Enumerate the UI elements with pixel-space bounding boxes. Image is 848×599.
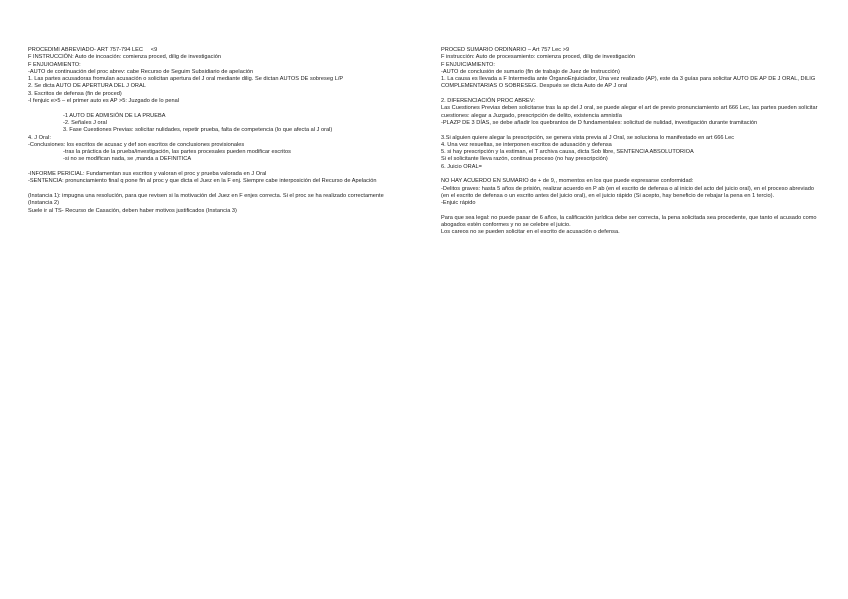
text-line: (Instancia 1): impugna una resolución, para que revisen si la motivación del Juez en F enjes correcta. Si el proc se ha realizado correctamente (Instancia 2) xyxy=(28,192,386,207)
text-line: 1. La causa es llevada a F Intermedia ante ÓrganoEnjuiciador, Una vez realizado (AP), este da 3 guías para solicitar AUTO DE AP DE J ORAL, DILIG COMPLEMENTARIAS O SOBRESEG. Después se dicta Auto de AP J oral xyxy=(441,76,817,90)
subheading: 2. DIFERENCIACIÓN PROC ABREV: xyxy=(441,98,535,105)
text-line: 2. Se dicta AUTO DE APERTURA DEL J ORAL xyxy=(28,83,146,90)
text-line: -PLAZP DE 3 DÍAS, se debe añadir los quebrantos de D fundamentales: solicitud de nulidad, investigación durante tramitación xyxy=(441,119,758,126)
subheading: F ENJUIOAMIENTO: xyxy=(28,61,81,68)
spacer xyxy=(28,105,398,112)
text-line: F instrucción: Auto de procesamiento: comienza proced, dilig de investigación xyxy=(441,54,636,61)
heading-ordinary-summary: PROCED SUMARIO ORDINARIO – Art 757 Lec >9 xyxy=(441,47,570,53)
text-line: -I fenjuic e>5 – el primer auto es AP >5: Juzgado de lo penal xyxy=(28,98,180,105)
text-line: -AUTO de continuación del proc abrev: cabe Recurso de Seguim Subsidiario de apelación xyxy=(28,68,254,75)
spacer xyxy=(28,186,398,193)
text-line: -Delitos graves: hasta 5 años de prisión, realizar acuerdo en P ab (en el escrito de defensa o al inicio del acto del juicio oral), en el proceso abreviado (en el escrito de defensa o un escrito antes del juicio oral), en el juicio rápido (Si acepto, hay beneficio de rebajar la pena en 1 tercio). xyxy=(441,185,816,199)
text-line: 4. Una vez resueltas, se interponen escritos de adusación y defensa xyxy=(441,141,612,148)
right-column xyxy=(441,47,821,237)
spacer xyxy=(441,127,821,134)
text-line: F INSTRUCCIÓN: Auto de incoación: comienza proced, dilig de investigación xyxy=(28,54,221,61)
text-line: Las Cuestiones Previas deben solicitarse tras la ap del J oral, se puede alegar el art de previo pronunciamiento art 666 Lec, las partes pueden solicitar cuestiones: alegar a Juzgado, prescripción de delito, existencia amnistía xyxy=(441,105,820,119)
text-line: -SENTENCIA: pronunciamiento final q pone fin al proc y que dicta el Juez en la F enj. Siempre cabe interposición del Recurso de Apelación xyxy=(28,178,377,185)
text-line: -tras la práctica de la prueba/investigación, las partes procesales pueden modificar escritos xyxy=(63,149,291,156)
text-line: 3. Fase Cuestiones Previas: solicitar nulidades, repetir prueba, falta de competencia (lo que afecta al J oral) xyxy=(63,127,333,134)
text-line: -INFORME PERICIAL: Fundamentan sus escritos y valoran el proc y prueba valorada en J Oral xyxy=(28,171,267,178)
text-line: Para que sea legal: no puede pasar de 6 años, la calificación jurídica debe ser correcta, la pena solicitada sea procedente, que tanto el acusado como abogados estén conformes y no se celebre el juicio. xyxy=(441,214,819,229)
text-line: 3. Escritos de defensa (fin de proced) xyxy=(28,90,122,97)
text-line: 1. Las partes acusadoras fromulan acusación o solicitan apertura del J oral mediante dilig. Se dictan AUTOS DE sobreseg L/P xyxy=(28,76,344,83)
subheading: F ENJUICIAMIENTO: xyxy=(441,61,496,68)
text-line: 3.Si alguien quiere alegar la prescripción, se genera vista previa al J Oral, se soluciona lo manifestado en art 666 Lec xyxy=(441,134,735,141)
text-line: 6. Juicio ORAL= xyxy=(441,163,482,170)
text-line: Los careos no se pueden solicitar en el escrito de acusación o defensa. xyxy=(441,229,620,236)
text-line: Si el solicitante lleva razón, continua proceso (no hay prescripción) xyxy=(441,156,608,163)
spacer xyxy=(441,91,821,98)
text-line: -si no se modifican nada, se ,manda a DEFINITICA xyxy=(63,156,192,163)
heading-abbreviated-procedure: PROCEDIMI ABREVIADO- ART 757-794 LEC <9 xyxy=(28,47,158,53)
text-line: -AUTO de conclusión de sumario (fin de trabajo de Juez de Instrucción) xyxy=(441,68,620,75)
spacer xyxy=(28,164,398,171)
text-line: Suele ir al TS- Recurso de Casación, deben haber motivos justificados (Instancia 3) xyxy=(28,207,237,214)
left-column xyxy=(28,47,398,215)
text-line: 4. J Oral: xyxy=(28,134,51,141)
text-line: NO HAY ACUERDO EN SUMARIO de + de 9,, momentos en los que puede expresarse conformidad: xyxy=(441,178,694,185)
text-line: -2. Señales J oral xyxy=(63,119,107,126)
text-line: 5. si hay prescripción y la estiman, el T archiva causa, dicta Sob libre, SENTENCIA ABSOLUTORIOA xyxy=(441,149,694,156)
text-line: -Enjuic rápido xyxy=(441,200,476,207)
text-line: -1 AUTO DE ADMISIÓN DE LA PRUEBA xyxy=(63,112,166,119)
spacer xyxy=(441,171,821,178)
spacer xyxy=(441,208,821,215)
text-line: -Conclusiones: los escritos de acusac y def son escritos de conclusiones provisionales xyxy=(28,141,245,148)
